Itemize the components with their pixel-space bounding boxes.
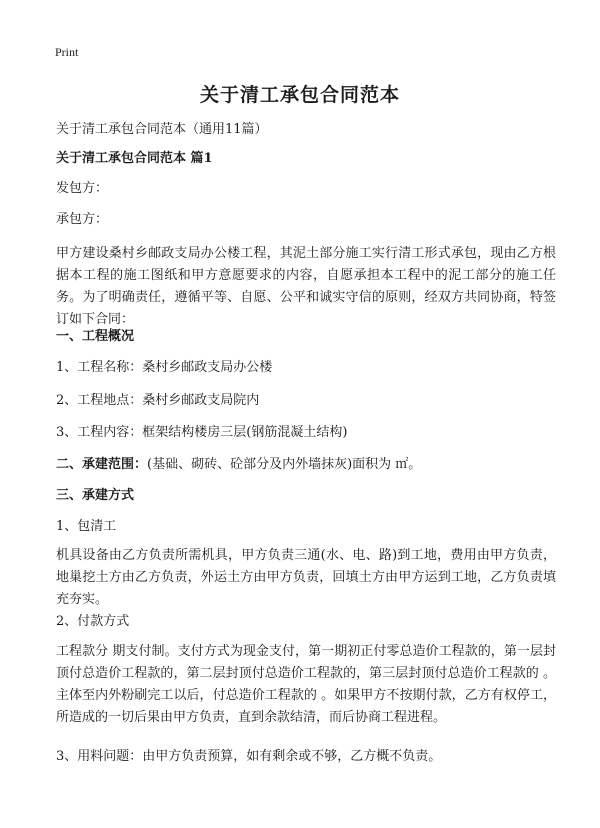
party-a-line: 发包方：: [56, 181, 109, 196]
scope-label: 二、承建范围：: [56, 457, 148, 472]
sub-materials: 3、用料问题：由甲方负责预算，如有剩余或不够，乙方概不负责。: [56, 749, 442, 764]
heading-construction-method: 三、承建方式: [56, 488, 135, 503]
party-b-line: 承包方：: [56, 212, 109, 227]
intro-paragraph: 甲方建设桑村乡邮政支局办公楼工程，其泥土部分施工实行清工形式承包，现由乙方根据本工程的施工图纸和甲方意愿要求的内容，自愿承担本工程中的泥工部分的施工任务。为了明确责任，遵循平等、自愿、公平和诚实守信的原则，经双方共同协商，特签订如下合同：: [56, 246, 556, 327]
document-subtitle: 关于清工承包合同范本（通用11篇）: [56, 122, 268, 137]
document-title: 关于清工承包合同范本: [199, 84, 400, 106]
item-project-content: 3、工程内容：框架结构楼房三层(钢筋混凝土结构): [56, 425, 348, 440]
scope-text: (基础、砌砖、砼部分及内外墙抹灰)面积为 ㎡。: [147, 457, 422, 472]
section-title: 关于清工承包合同范本 篇1: [56, 151, 213, 166]
payment-paragraph: 工程款分 期支付制。支付方式为现金支付，第一期初正付零总造价工程款的，第一层封顶付总造价工程款的，第二层封顶付总造价工程款的，第三层封顶付总造价工程款的 。主体至内外粉刷完工以后，付总造价工程款的 。如果甲方不按期付款，乙方有权停工，所造成的一切后果由甲方负责，直到余款结清，而后协商工程进程。: [56, 644, 556, 725]
print-link[interactable]: Print: [55, 45, 79, 59]
heading-project-overview: 一、工程概况: [56, 329, 135, 344]
heading-construction-scope: [56, 454, 556, 476]
sub-payment-method: 2、付款方式: [56, 614, 130, 629]
sub-labor-contract: 1、包清工: [56, 519, 117, 534]
item-project-name: 1、工程名称：桑村乡邮政支局办公楼: [56, 360, 273, 375]
item-project-location: 2、工程地点：桑村乡邮政支局院内: [56, 393, 260, 408]
labor-contract-paragraph: 机具设备由乙方负责所需机具，甲方负责三通(水、电、路)到工地，费用由甲方负责，地巢挖土方由乙方负责，外运土方由甲方负责，回填土方由甲方运到工地，乙方负责填充夯实。: [56, 548, 556, 607]
